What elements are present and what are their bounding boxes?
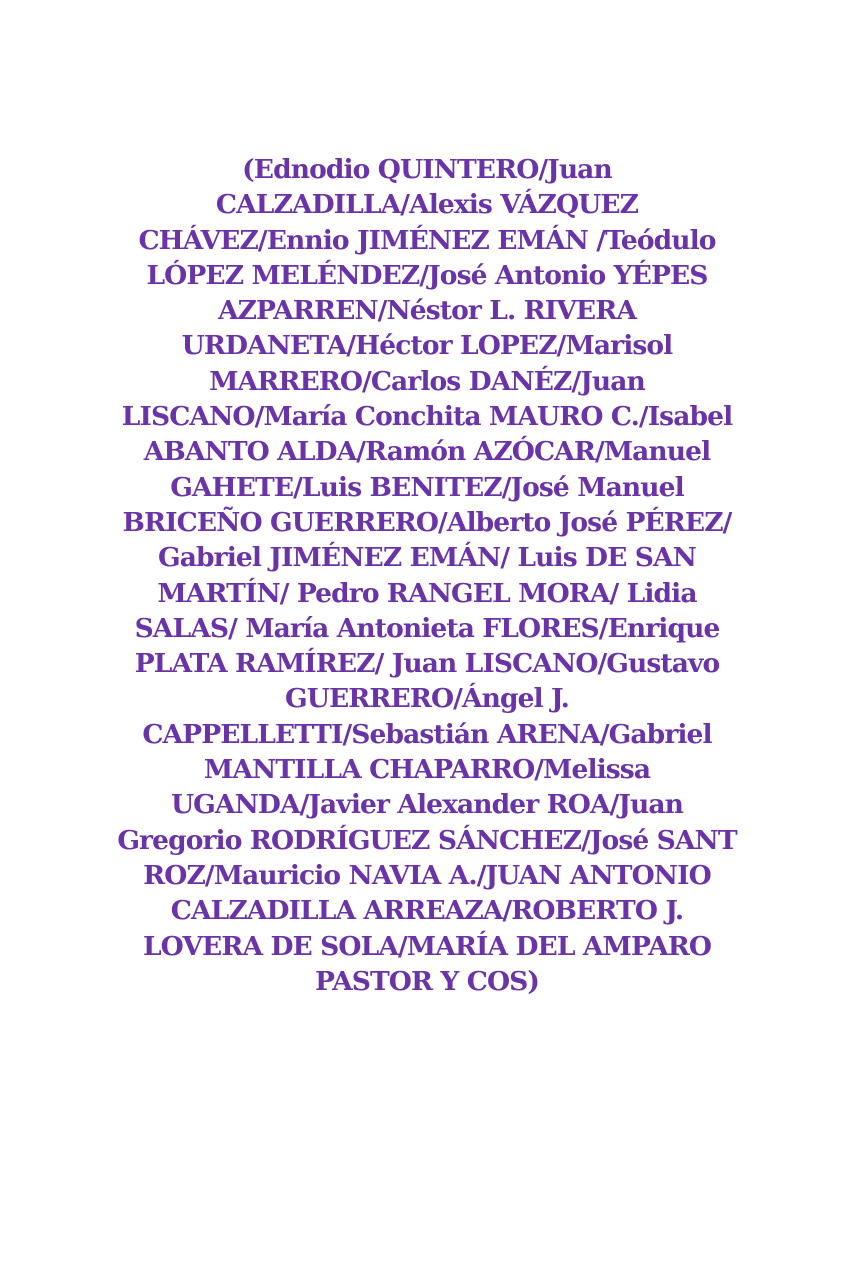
author-list-line: GAHETE/Luis BENITEZ/José Manuel (170, 471, 684, 503)
author-list-line: LISCANO/María Conchita MAURO C./Isabel (121, 401, 733, 433)
author-list-line: MARTÍN/ Pedro RANGEL MORA/ Lidia (157, 577, 697, 609)
author-list-line: ROZ/Mauricio NAVIA A./JUAN ANTONIO (143, 859, 711, 891)
author-list-line: ABANTO ALDA/Ramón AZÓCAR/Manuel (143, 436, 711, 468)
author-list-line: MANTILLA CHAPARRO/Melissa (203, 754, 651, 786)
author-list-line: CAPPELLETTI/Sebastián ARENA/Gabriel (142, 718, 712, 750)
author-list-line: URDANETA/Héctor LOPEZ/Marisol (181, 330, 673, 362)
author-list-line: (Ednodio QUINTERO/Juan (242, 154, 612, 185)
author-list-line: BRICEÑO GUERRERO/Alberto José PÉREZ/ (122, 506, 732, 538)
author-list-line: LÓPEZ MELÉNDEZ/José Antonio YÉPES (146, 259, 708, 291)
author-list-line: Gabriel JIMÉNEZ EMÁN/ Luis DE SAN (158, 542, 696, 574)
author-list-line: SALAS/ María Antonieta FLORES/Enrique (134, 612, 720, 644)
author-list-line: GUERRERO/Ángel J. (285, 683, 569, 715)
author-list-line: PLATA RAMÍREZ/ Juan LISCANO/Gustavo (134, 648, 720, 680)
author-list-line: CALZADILLA/Alexis VÁZQUEZ (215, 189, 639, 221)
author-list-line: CALZADILLA ARREAZA/ROBERTO J. (170, 895, 684, 927)
author-list-line: PASTOR Y COS) (314, 965, 540, 997)
author-list-line: AZPARREN/Néstor L. RIVERA (217, 295, 637, 327)
author-list (95, 152, 759, 999)
author-list-line: Gregorio RODRÍGUEZ SÁNCHEZ/José SANT (117, 824, 737, 856)
author-list-line: MARRERO/Carlos DANÉZ/Juan (209, 365, 645, 397)
author-list-line: CHÁVEZ/Ennio JIMÉNEZ EMÁN /Teódulo (138, 224, 716, 256)
author-list-line: LOVERA DE SOLA/MARÍA DEL AMPARO (142, 930, 712, 962)
author-list-line: UGANDA/Javier Alexander ROA/Juan (170, 789, 684, 821)
